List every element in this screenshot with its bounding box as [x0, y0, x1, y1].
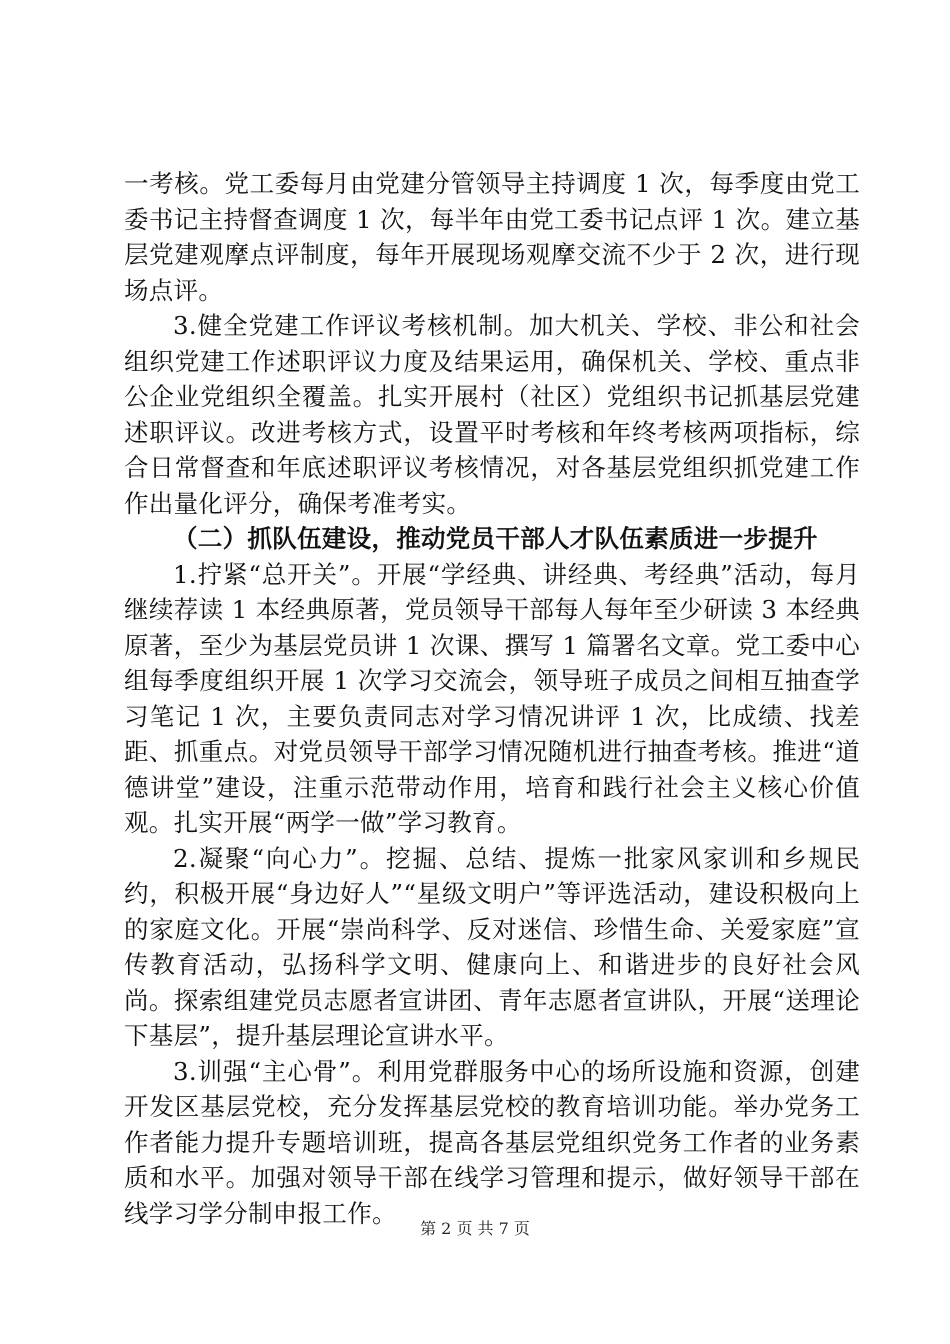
paragraph-4: 2.凝聚“向心力”。挖掘、总结、提炼一批家风家训和乡规民约，积极开展“身边好人”“星级文明户”等评选活动，建设积极向上的家庭文化。开展“崇尚科学、反对迷信、珍惜生命、关爱家庭”宣传教育活动，弘扬科学文明、健康向上、和谐进步的良好社会风尚。探索组建党员志愿者宣讲团、青年志愿者宣讲队，开展“送理论下基层”，提升基层理论宣讲水平。 [124, 843, 860, 1050]
paragraph-2: 3.健全党建工作评议考核机制。加大机关、学校、非公和社会组织党建工作述职评议力度及结果运用，确保机关、学校、重点非公企业党组织全覆盖。扎实开展村（社区）党组织书记抓基层党建述职评议。改进考核方式，设置平时考核和年终考核两项指标，综合日常督查和年底述职评议考核情况，对各基层党组织抓党建工作作出量化评分，确保考准考实。 [124, 311, 860, 518]
paragraph-3: 1.拧紧“总开关”。开展“学经典、讲经典、考经典”活动，每月继续荐读 1 本经典原著，党员领导干部每人每年至少研读 3 本经典原著，至少为基层党员讲 1 次课、撰写 1 篇署名文章。党工委中心组每季度组织开展 1 次学习交流会，领导班子成员之间相互抽查学习笔记 1 次，主要负责同志对学习情况讲评 1 次，比成绩、找差距、抓重点。对党员领导干部学习情况随机进行抽查考核。推进“道德讲堂”建设，注重示范带动作用，培育和践行社会主义核心价值观。扎实开展“两学一做”学习教育。 [124, 559, 860, 837]
section-heading: （二）抓队伍建设，推动党员干部人才队伍素质进一步提升 [173, 524, 818, 553]
page-number: 第 2 页 共 7 页 [420, 1219, 530, 1238]
paragraph-1: 一考核。党工委每月由党建分管领导主持调度 1 次，每季度由党工委书记主持督查调度 1 次，每半年由党工委书记点评 1 次。建立基层党建观摩点评制度，每年开展现场观摩交流不少于 2 次，进行现场点评。 [124, 169, 860, 305]
document-body [124, 166, 860, 1231]
page-footer [0, 1216, 950, 1239]
paragraph-5: 3.训强“主心骨”。利用党群服务中心的场所设施和资源，创建开发区基层党校，充分发挥基层党校的教育培训功能。举办党务工作者能力提升专题培训班，提高各基层党组织党务工作者的业务素质和水平。加强对领导干部在线学习管理和提示，做好领导干部在线学习学分制申报工作。 [124, 1056, 860, 1228]
